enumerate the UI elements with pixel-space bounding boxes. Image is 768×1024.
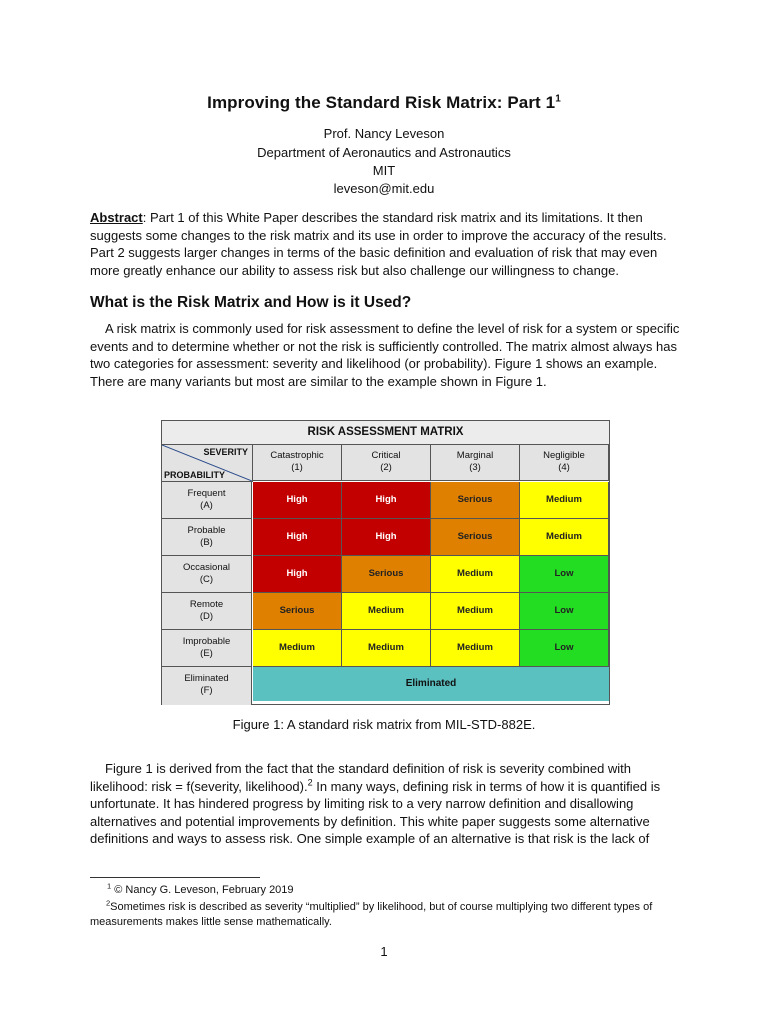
- probability-row-header: Probable (B): [162, 519, 252, 556]
- risk-level-cell: Medium: [431, 630, 520, 667]
- footnote-ref-2: 2: [307, 777, 313, 788]
- risk-level-cell: Low: [520, 556, 609, 593]
- risk-level-cell: High: [253, 482, 342, 519]
- risk-level-cell: Medium: [520, 482, 609, 519]
- risk-matrix-figure: [161, 420, 610, 705]
- abstract-label: Abstract: [90, 210, 143, 225]
- author-email: leveson@mit.edu: [333, 181, 435, 196]
- risk-level-cell: Low: [520, 593, 609, 630]
- figure-caption: Figure 1: A standard risk matrix from MIL-STD-882E.: [232, 717, 536, 732]
- eliminated-row-header: Eliminated (F): [162, 667, 252, 705]
- severity-column-header: Critical (2): [342, 445, 431, 481]
- probability-row-header: Occasional (C): [162, 556, 252, 593]
- risk-level-cell: Medium: [431, 593, 520, 630]
- severity-column-header: Negligible (4): [520, 445, 609, 481]
- risk-level-cell: Medium: [342, 593, 431, 630]
- probability-row-header: Frequent (A): [162, 482, 252, 519]
- severity-axis-label: SEVERITY: [203, 447, 248, 457]
- risk-level-cell: Serious: [342, 556, 431, 593]
- risk-level-cell: Medium: [520, 519, 609, 556]
- author-department: Department of Aeronautics and Astronautics: [257, 145, 511, 160]
- matrix-title: RISK ASSESSMENT MATRIX: [162, 421, 609, 445]
- risk-level-cell: Medium: [431, 556, 520, 593]
- footnote-2: $^2$Sometimes risk is described as severity “multiplied” by likelihood, but of course multiplying two different types of measurements makes little sense mathematically.: [90, 898, 653, 928]
- severity-column-header: Catastrophic (1): [253, 445, 342, 481]
- risk-level-cell: Serious: [431, 482, 520, 519]
- risk-level-cell: Low: [520, 630, 609, 667]
- risk-level-cell: High: [253, 519, 342, 556]
- section-heading: What is the Risk Matrix and How is it Used?: [90, 294, 412, 311]
- risk-level-cell: High: [342, 482, 431, 519]
- probability-row-header: Improbable (E): [162, 630, 252, 667]
- paragraph-1: A risk matrix is commonly used for risk assessment to define the level of risk for a system or specific events and to determine whether or not the risk is sufficiently controlled. The matrix almost always has two categories for assessment: severity and likelihood (or probability). Figure 1 shows an example. There are many variants but most are similar to the example shown in Figure 1.: [90, 321, 680, 389]
- page-number: 1: [380, 944, 388, 959]
- paragraph-2: Figure 1 is derived from the fact that the standard definition of risk is severity combined with likelihood: risk = f(severity, likelihood).$^2$ In many ways, defining risk in terms of how it is quantified is unfortunate. It has hindered progress by limiting risk to a very narrow definition and disallowing alternatives and potential improvements by definition. This white paper suggests some alternative definitions and ways to assess risk. One simple example of an alternative is that risk is the lack of: [90, 761, 661, 846]
- severity-column-header: Marginal (3): [431, 445, 520, 481]
- risk-level-cell: Medium: [342, 630, 431, 667]
- paper-title: Improving the Standard Risk Matrix: Part $1^1$: [207, 93, 561, 112]
- matrix-corner-header: [162, 445, 253, 482]
- title-footnote-mark: 1: [555, 93, 561, 105]
- risk-level-cell: High: [253, 556, 342, 593]
- author-institution: MIT: [372, 163, 396, 178]
- abstract: [90, 209, 684, 279]
- author-name: Prof. Nancy Leveson: [323, 126, 445, 141]
- probability-row-header: Remote (D): [162, 593, 252, 630]
- risk-level-cell: Medium: [253, 630, 342, 667]
- risk-level-cell: Serious: [253, 593, 342, 630]
- risk-level-cell: Serious: [431, 519, 520, 556]
- eliminated-cell: Eliminated: [253, 667, 609, 701]
- abstract-text: : Part 1 of this White Paper describes the standard risk matrix and its limitations. It then suggests some changes to the risk matrix and its use in order to improve the accuracy of the results. Part 2 suggests larger changes in terms of the basic definition and evaluation of risk that may even more greatly enhance our ability to assess risk but also challenge our willingness to change.: [90, 210, 667, 278]
- footnote-separator: [90, 877, 260, 878]
- risk-level-cell: High: [342, 519, 431, 556]
- probability-axis-label: PROBABILITY: [164, 470, 226, 480]
- footnote-1: $^1$ © Nancy G. Leveson, February 2019: [107, 881, 294, 896]
